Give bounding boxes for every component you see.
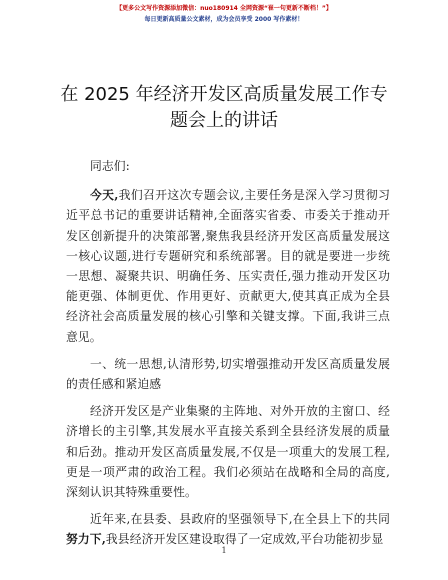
page-number: 1 (221, 546, 227, 555)
promo-banner (0, 3, 448, 25)
document-body (66, 156, 390, 557)
section-heading-1: 一、统一思想,认清形势,切实增强推动开发区高质量发展的责任感和紧迫感 (66, 356, 390, 392)
salutation: 同志们: (90, 159, 130, 173)
paragraph-progress-bold: 努力下, (66, 532, 106, 547)
paragraph-importance: 经济开发区是产业集聚的主阵地、对外开放的主窗口、经济增长的主引擎,其发展水平直接关系到全县经济发展的质量和后劲。推动开发区高质量发展,不仅是一项重大的发展工程,更是一项严肃的政治工程。我们必须站在战略和全局的高度,深刻认识其特殊重要性。 (66, 404, 390, 500)
paragraph-progress-start: 近年来,在县委、县政府的坚强领导下,在全县上下的共同 (90, 512, 390, 527)
promo-banner-line-2: 每日更新高质量公文素材，成为会员享受 2000 写作素材！ (144, 16, 304, 23)
document-title: 在 2025 年经济开发区高质量发展工作专题会上的讲话 (60, 84, 388, 131)
paragraph-intro-text: 我们召开这次专题会议,主要任务是深入学习贯彻习近平总书记的重要讲话精神,全面落实省委、市委关于推动开发区创新提升的决策部署,聚焦我县经济开发区高质量发展这一核心议题,进行专题研究和系统部署。目的就是要进一步统一思想、凝聚共识、明确任务、压实责任,强力推动开发区功能更强、体制更优、作用更好、贡献更大,使其真正成为全县经济社会高质量发展的核心引擎和关键支撑。下面,我讲三点意见。 (66, 188, 390, 344)
promo-banner-line-1: 【更多公文写作资源添加微信：nuo180914 全网资源“崔一句更新不断档！”】 (116, 5, 332, 12)
paragraph-intro-lead: 今天, (90, 188, 119, 203)
paragraph-intro (66, 185, 390, 347)
paragraph-progress (66, 509, 390, 549)
paragraph-progress-rest: 我县经济开发区建设取得了一定成效,平台功能初步显 (105, 532, 384, 547)
